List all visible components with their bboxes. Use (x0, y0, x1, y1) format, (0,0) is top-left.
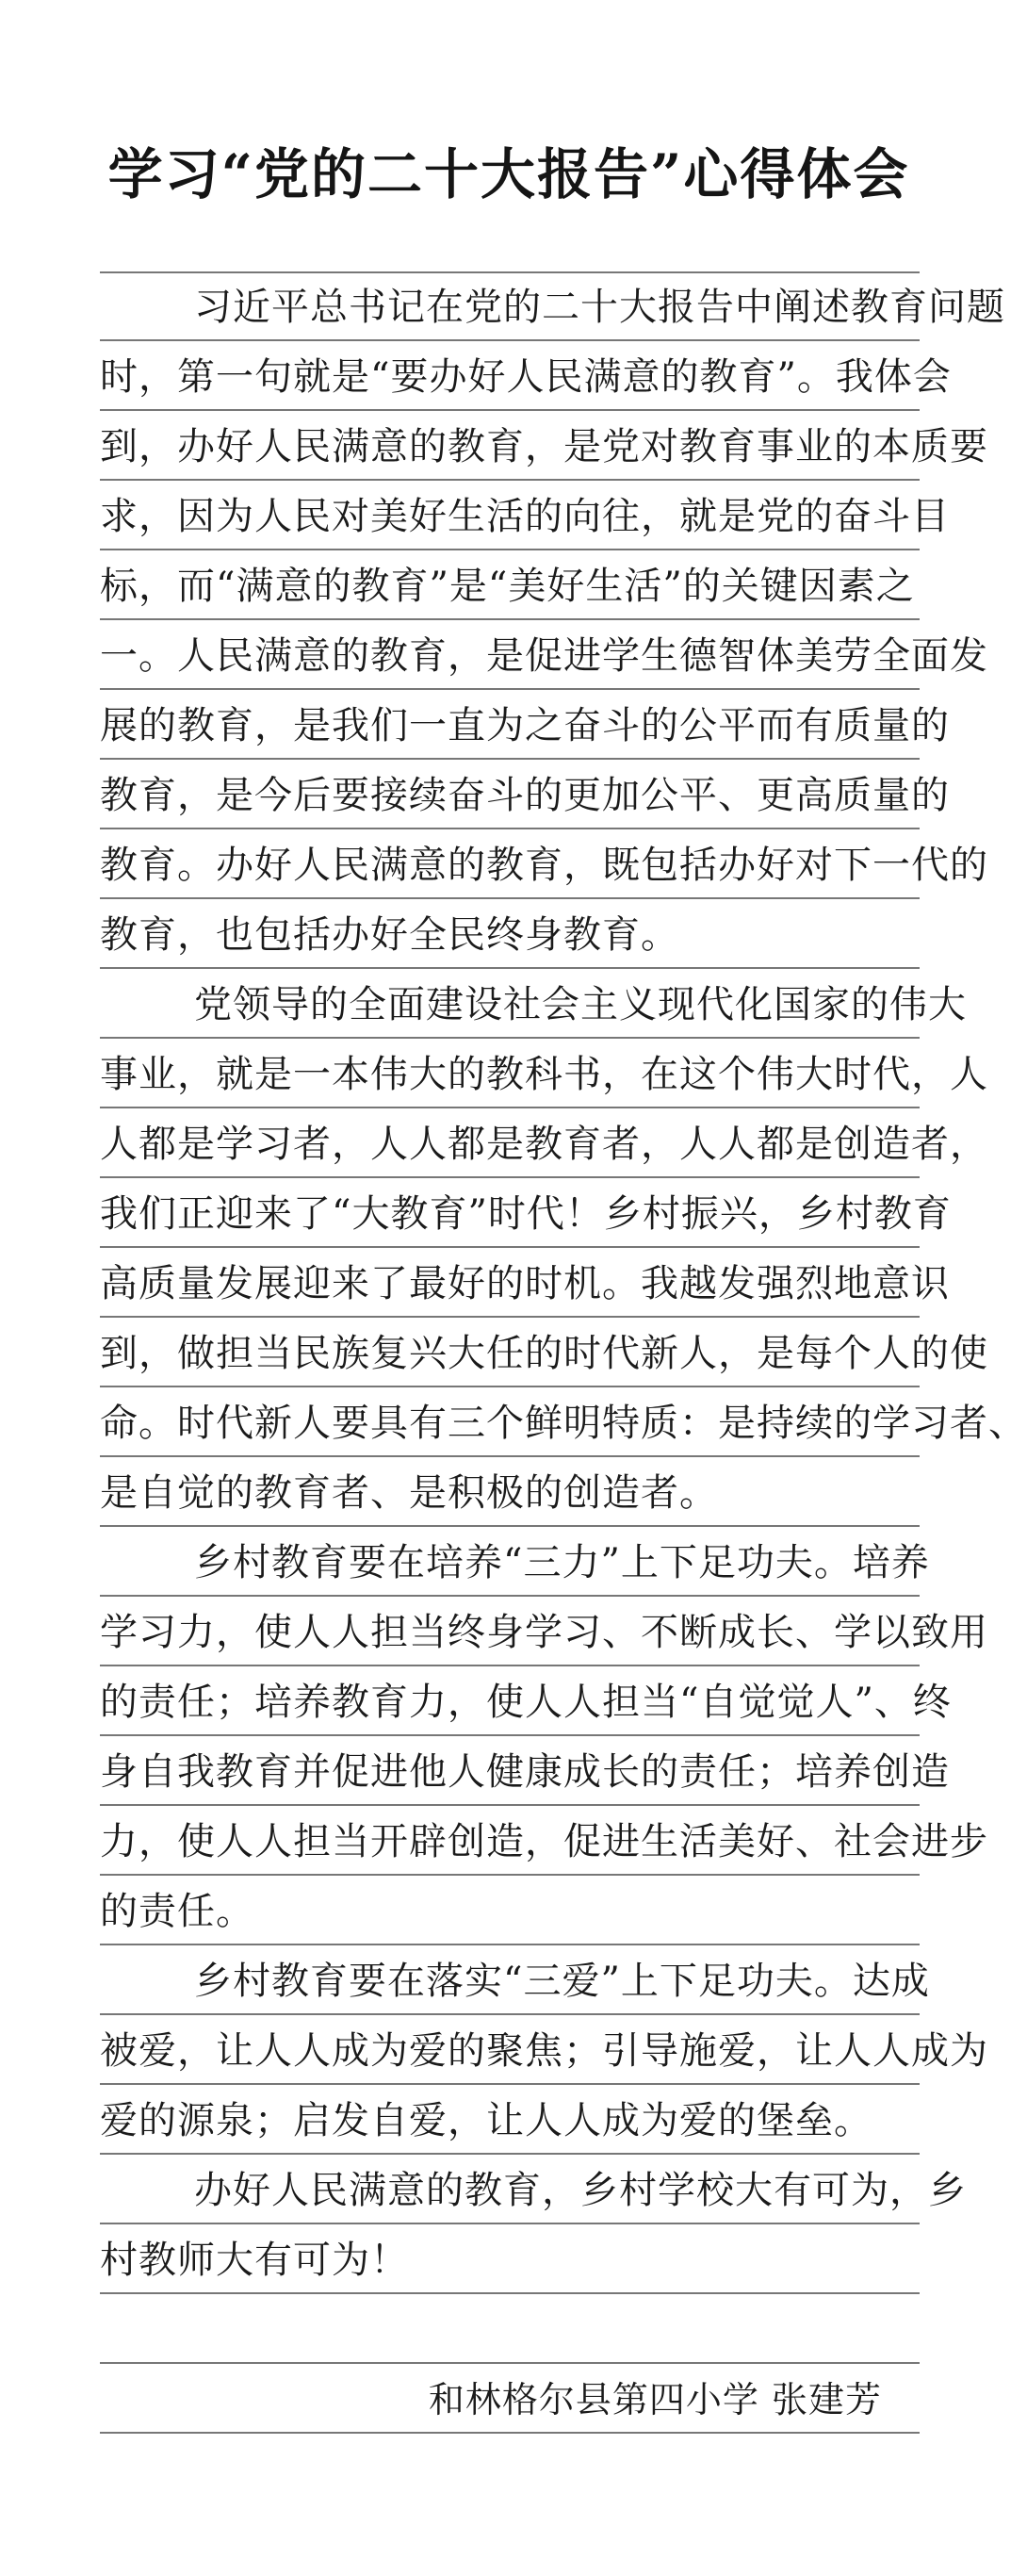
text-line (100, 1736, 950, 1806)
text-line (100, 271, 1005, 341)
line-text: 教育，也包括办好全民终身教育。 (100, 913, 679, 957)
text-line (100, 1457, 920, 1527)
line-text: 事业，就是一本伟大的教科书，在这个伟大时代，人 (100, 1053, 988, 1096)
line-text: 教育，是今后要接续奋斗的更加公平、更高质量的 (100, 774, 950, 817)
line-text: 人都是学习者，人人都是教育者，人人都是创造者， (100, 1123, 988, 1166)
text-line (100, 1039, 988, 1108)
line-text: 习近平总书记在党的二十大报告中阐述教育问题 (194, 286, 1005, 329)
text-line (100, 2294, 920, 2364)
line-text: 乡村教育要在培养“三力”上下足功夫。培养 (194, 1541, 930, 1584)
page-title: 学习“党的二十大报告”心得体会 (107, 142, 910, 206)
line-text: 求，因为人民对美好生活的向往，就是党的奋斗目 (100, 495, 950, 538)
text-line (100, 1876, 920, 1945)
line-text: 党领导的全面建设社会主义现代化国家的伟大 (194, 983, 967, 1026)
text-line (100, 1108, 988, 1178)
line-text: 的责任。 (100, 1890, 254, 1933)
line-text: 办好人民满意的教育，乡村学校大有可为，乡 (194, 2169, 967, 2212)
text-line (100, 969, 967, 1039)
text-line (100, 1666, 952, 1736)
text-line (100, 550, 920, 620)
line-text: 标，而“满意的教育”是“美好生活”的关键因素之 (100, 565, 915, 608)
text-line (100, 620, 988, 690)
lined-paper (100, 271, 1027, 2434)
line-text: 被爱，让人人成为爱的聚焦；引导施爱，让人人成为 (100, 2029, 988, 2073)
author-signature: 和林格尔县第四小学 张建芳 (428, 2379, 882, 2420)
line-text: 一。人民满意的教育，是促进学生德智体美劳全面发 (100, 634, 988, 678)
text-line (100, 1318, 988, 1387)
line-text: 爱的源泉；启发自爱，让人人成为爱的堡垒。 (100, 2099, 872, 2142)
text-line (100, 1806, 988, 1876)
text-line (100, 1945, 930, 2015)
line-text: 乡村教育要在落实“三爱”上下足功夫。达成 (194, 1960, 930, 2003)
line-text: 我们正迎来了“大教育”时代！乡村振兴，乡村教育 (100, 1192, 952, 1236)
text-line (100, 1248, 950, 1318)
text-line (100, 1387, 1027, 1457)
text-line (100, 1178, 952, 1248)
line-text: 高质量发展迎来了最好的时机。我越发强烈地意识 (100, 1262, 950, 1305)
line-text: 到，做担当民族复兴大任的时代新人，是每个人的使 (100, 1332, 988, 1375)
line-text: 命。时代新人要具有三个鲜明特质：是持续的学习者、 (100, 1402, 1027, 1445)
text-line (100, 2155, 967, 2224)
line-text: 身自我教育并促进他人健康成长的责任；培养创造 (100, 1750, 950, 1794)
text-line (100, 2224, 920, 2294)
line-text: 学习力，使人人担当终身学习、不断成长、学以致用 (100, 1611, 988, 1654)
text-line (100, 760, 950, 829)
text-line (100, 690, 950, 760)
text-line (100, 341, 952, 411)
text-line (100, 2015, 988, 2085)
line-text: 力，使人人担当开辟创造，促进生活美好、社会进步 (100, 1820, 988, 1863)
line-text: 时，第一句就是“要办好人民满意的教育”。我体会 (100, 355, 952, 399)
text-line (100, 829, 988, 899)
line-text: 到，办好人民满意的教育，是党对教育事业的本质要 (100, 425, 988, 468)
text-line (100, 481, 950, 550)
line-text: 教育。办好人民满意的教育，既包括办好对下一代的 (100, 844, 988, 887)
line-text: 的责任；培养教育力，使人人担当“自觉觉人”、终 (100, 1681, 952, 1724)
text-line (100, 2085, 920, 2155)
line-text: 村教师大有可为！ (100, 2239, 409, 2282)
text-line (100, 1597, 988, 1666)
signature-line (100, 2364, 920, 2434)
line-text: 是自觉的教育者、是积极的创造者。 (100, 1471, 718, 1515)
text-line (100, 1527, 930, 1597)
text-line (100, 899, 920, 969)
line-text: 展的教育，是我们一直为之奋斗的公平而有质量的 (100, 704, 950, 747)
text-line (100, 411, 988, 481)
